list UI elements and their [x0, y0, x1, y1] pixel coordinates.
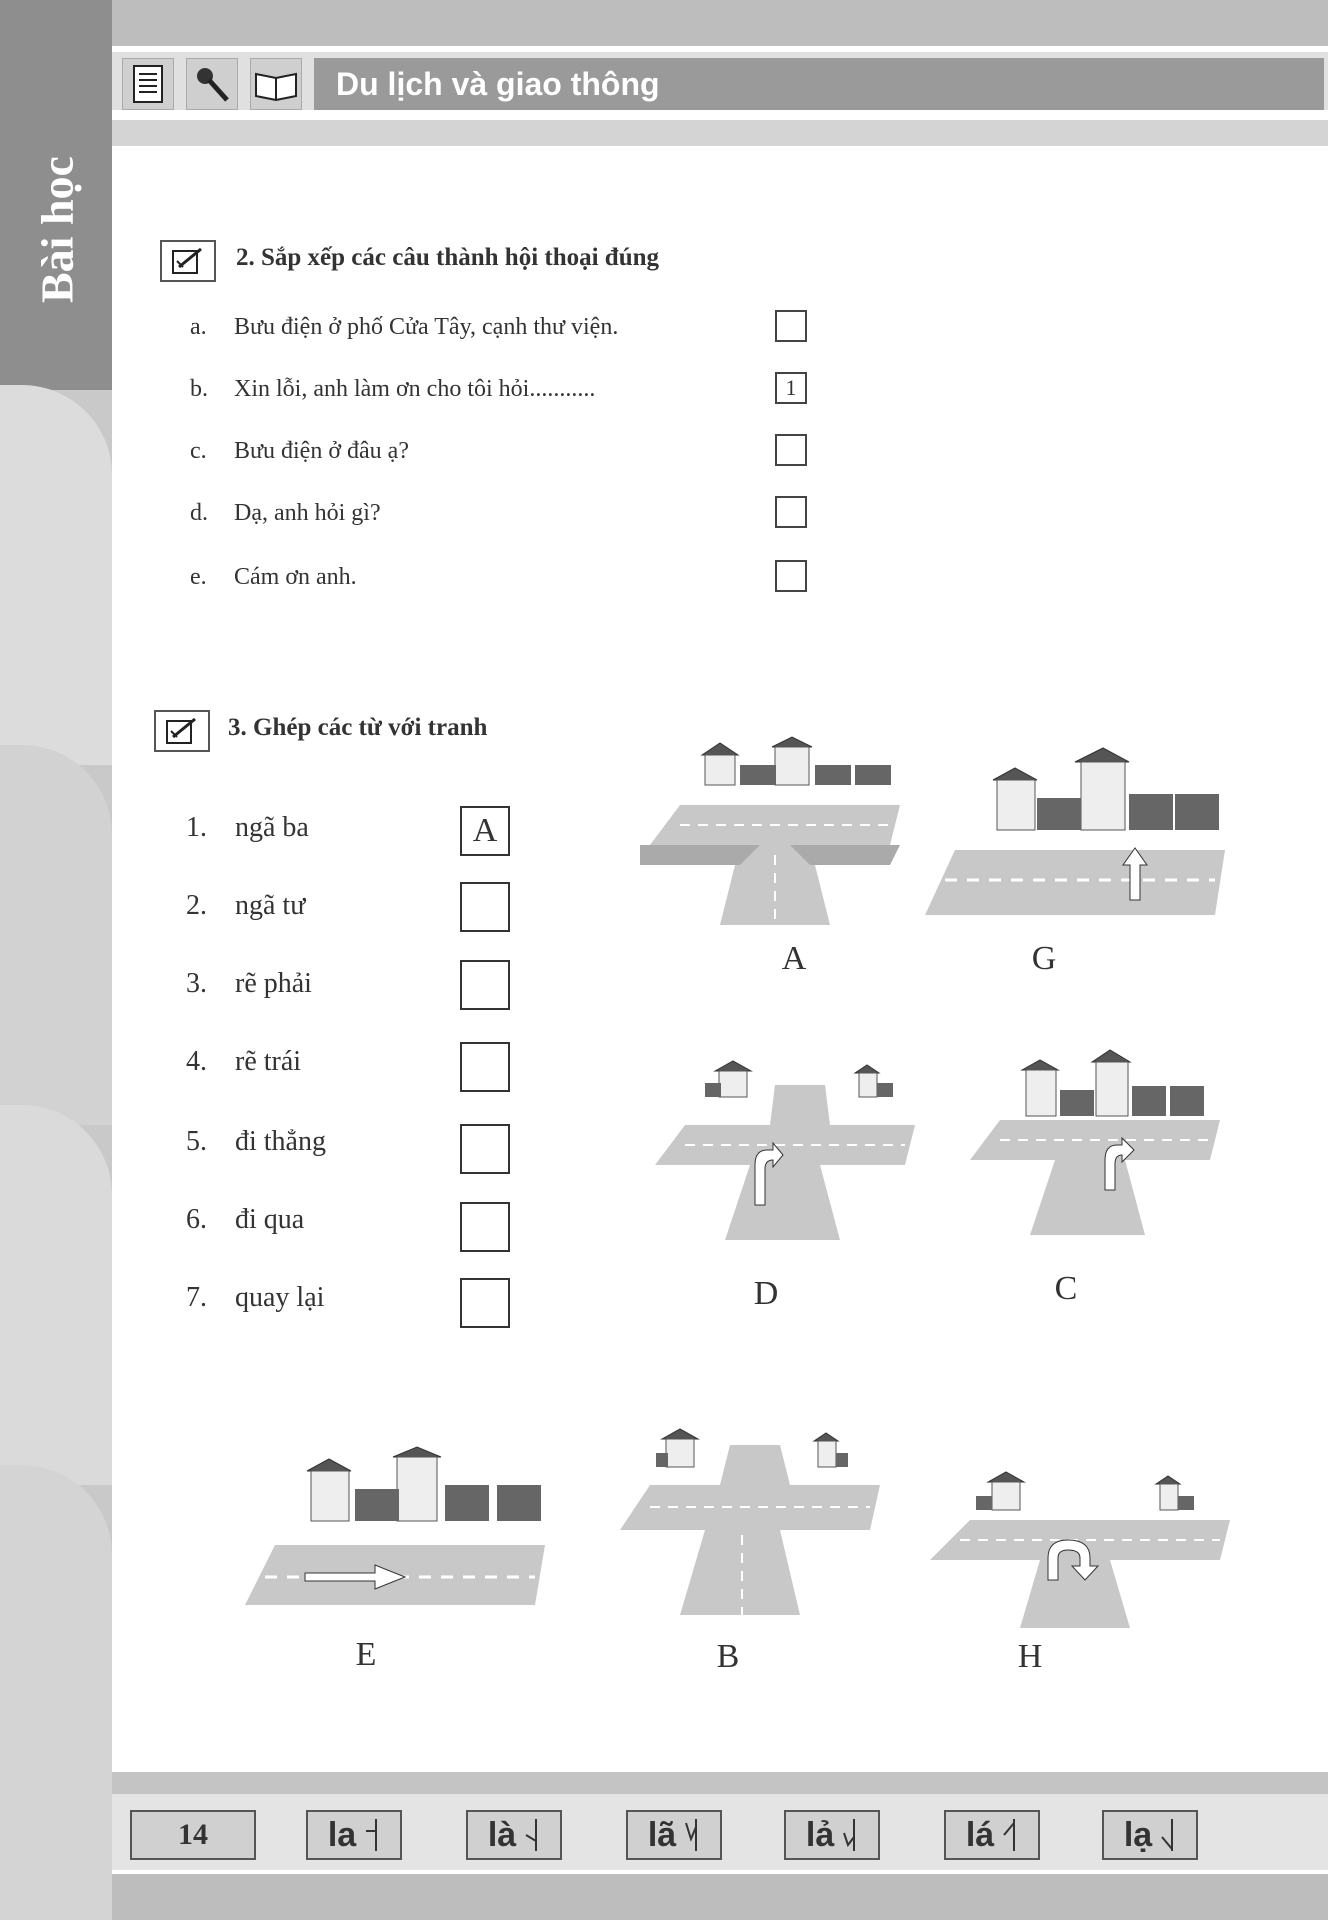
item-text: Bưu điện ở đâu ạ?: [234, 438, 409, 464]
road-picture-u-turn: [930, 1470, 1230, 1630]
answer-box[interactable]: [775, 560, 807, 592]
tone-contour-icon: [684, 1817, 700, 1853]
item-text: Bưu điện ở phố Cửa Tây, cạnh thư viện.: [234, 314, 619, 340]
tone-contour-icon: [364, 1817, 380, 1853]
tone-label: lả: [805, 1815, 835, 1854]
word-text: ngã tư: [235, 890, 306, 921]
tone-card: [306, 1810, 402, 1860]
item-text: Cám ơn anh.: [234, 564, 357, 590]
book-icon: [250, 58, 302, 110]
item-letter: c.: [190, 438, 207, 464]
road-picture-t-junction: [640, 735, 910, 930]
item-letter: e.: [190, 564, 207, 590]
tone-label: lã: [647, 1815, 677, 1854]
tone-contour-icon: [842, 1817, 858, 1853]
picture-label: D: [753, 1275, 779, 1312]
tone-label: la: [327, 1815, 357, 1854]
sidebar-tab: [0, 1465, 112, 1920]
word-number: 3.: [186, 968, 207, 999]
tone-card: [1102, 1810, 1198, 1860]
word-text: đi thẳng: [235, 1126, 326, 1157]
picture-label: B: [716, 1638, 740, 1675]
answer-box[interactable]: [460, 1124, 510, 1174]
word-text: rẽ trái: [235, 1046, 302, 1077]
exercise3-title: 3. Ghép các từ với tranh: [228, 714, 488, 741]
answer-box[interactable]: [775, 434, 807, 466]
sidebar-tab: [0, 745, 112, 1125]
answer-box[interactable]: [775, 496, 807, 528]
tone-contour-icon: [524, 1817, 540, 1853]
word-text: rẽ phải: [235, 968, 312, 999]
road-picture-crossroads: [620, 1425, 880, 1620]
sidebar-title: Bài học: [31, 156, 83, 304]
pencil-exercise-icon: [154, 710, 210, 752]
pencil-exercise-icon: [160, 240, 216, 282]
item-letter: a.: [190, 314, 207, 340]
word-number: 7.: [186, 1282, 207, 1313]
item-letter: b.: [190, 376, 208, 402]
answer-box[interactable]: [460, 882, 510, 932]
tone-label: lạ: [1123, 1815, 1153, 1854]
word-number: 1.: [186, 812, 207, 843]
answer-box[interactable]: [460, 960, 510, 1010]
tone-contour-icon: [1002, 1817, 1018, 1853]
tone-label: lá: [965, 1815, 995, 1854]
microphone-icon: [186, 58, 238, 110]
word-number: 4.: [186, 1046, 207, 1077]
word-number: 2.: [186, 890, 207, 921]
exercise2-title: 2. Sắp xếp các câu thành hội thoại đúng: [236, 244, 660, 271]
answer-box[interactable]: [775, 310, 807, 342]
tone-card: [466, 1810, 562, 1860]
top-band: [112, 0, 1328, 46]
word-text: quay lại: [235, 1282, 325, 1313]
answer-box[interactable]: A: [460, 806, 510, 856]
sidebar: [0, 0, 112, 1920]
picture-label: E: [355, 1636, 377, 1673]
page-title: Du lịch và giao thông: [314, 58, 1324, 110]
word-text: ngã ba: [235, 812, 309, 843]
header-subband: [112, 120, 1328, 146]
footer-band: [112, 1772, 1328, 1794]
answer-box[interactable]: [460, 1278, 510, 1328]
word-number: 5.: [186, 1126, 207, 1157]
sidebar-tab: [0, 385, 112, 765]
answer-box[interactable]: [460, 1202, 510, 1252]
answer-box[interactable]: [460, 1042, 510, 1092]
item-text: Xin lỗi, anh làm ơn cho tôi hỏi...........: [234, 376, 596, 402]
tone-label: là: [487, 1815, 517, 1854]
answer-box[interactable]: 1: [775, 372, 807, 404]
tone-contour-icon: [1160, 1817, 1176, 1853]
road-picture-pass-by: [245, 1445, 555, 1615]
footer-band: [112, 1874, 1328, 1920]
picture-label: H: [1017, 1638, 1043, 1675]
road-picture-go-straight: [925, 740, 1230, 920]
document-icon: [122, 58, 174, 110]
picture-label: C: [1054, 1270, 1078, 1307]
page-number: 14: [130, 1810, 256, 1860]
word-text: đi qua: [235, 1204, 305, 1235]
sidebar-tab: [0, 1105, 112, 1485]
item-text: Dạ, anh hỏi gì?: [234, 500, 381, 526]
road-picture-turn-right: [960, 1040, 1230, 1240]
item-letter: d.: [190, 500, 208, 526]
picture-label: G: [1031, 940, 1057, 977]
word-number: 6.: [186, 1204, 207, 1235]
tone-card: [944, 1810, 1040, 1860]
road-picture-turn-left: [655, 1055, 925, 1245]
picture-label: A: [781, 940, 807, 977]
tone-card: [784, 1810, 880, 1860]
tone-card: [626, 1810, 722, 1860]
